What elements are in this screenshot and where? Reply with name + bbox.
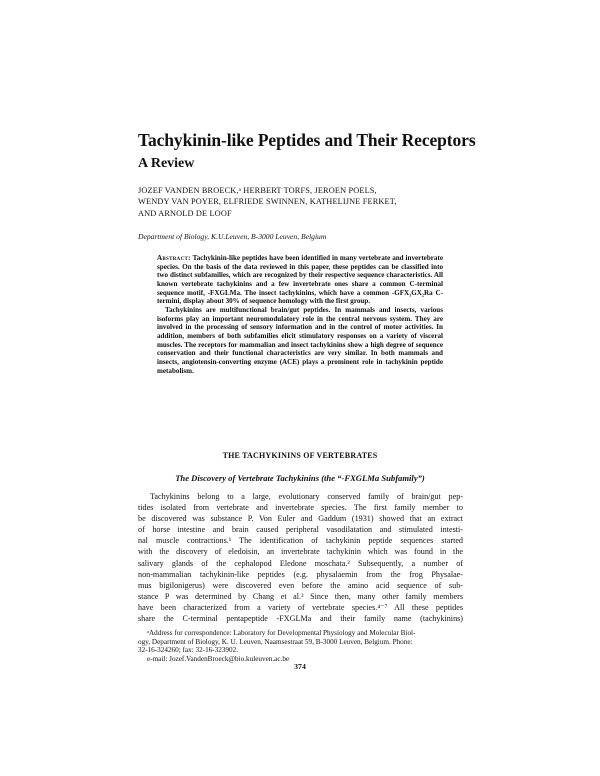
author-line: JOZEF VANDEN BROECK,ᵃ HERBERT TORFS, JEROEN POELS, — [138, 186, 377, 195]
body-line: tides isolated from vertebrate and invertebrate species. The first family member to — [138, 503, 463, 513]
body-line: with the discovery of eledoisin, an invertebrate tachykinin which was found in the — [138, 547, 463, 557]
body-line: Tachykinins belong to a large, evolutionary conserved family of brain/gut pep- — [150, 492, 463, 501]
abstract-paragraph-1 — [157, 254, 443, 306]
body-line: salivary glands of the cephalopod Eledone moschata.² Subsequently, a number of — [138, 558, 463, 568]
footnote — [138, 629, 463, 664]
body-line: of horse intestine and brain caused peripheral vasodilatation and stimulated intesti- — [138, 525, 463, 535]
footnote-line: ogy, Department of Biology, K. U. Leuven, Naamsestraat 59, B-3000 Leuven, Belgium. Phone: — [138, 637, 413, 646]
section-heading: THE TACHYKININS OF VERTEBRATES — [222, 451, 378, 460]
body-line: stance P was determined by Chang et al.³ Since then, many other family members — [138, 591, 463, 601]
affiliation: Department of Biology, K.U.Leuven, B-3000 Leuven, Belgium — [138, 232, 327, 241]
body-text — [138, 491, 463, 624]
body-line: nal muscle contractions.¹ The identification of tachykinin peptide sequences started — [138, 536, 463, 546]
subsection-heading: The Discovery of Vertebrate Tachykinins (the “-FXGLMa Subfamily”) — [175, 473, 425, 483]
page-number: 374 — [294, 662, 306, 671]
article-title: Tachykinin-like Peptides and Their Receptors — [138, 130, 476, 150]
footnote-line: 32-16-324260; fax: 32-16-323902. — [138, 646, 239, 655]
body-line: non-mammalian tachykinin-like peptides (e.g. physalaemin from the frog Physalae- — [138, 569, 463, 579]
author-line: WENDY VAN POYER, ELFRIEDE SWINNEN, KATHELIJNE FERKET, — [138, 197, 397, 207]
footnote-email-line: e-mail: Jozef.VandenBroeck@bio.kuleuven.ac.be — [147, 655, 290, 664]
abstract-text-1: Tachykinin-like peptides have been identified in many vertebrate and invertebrate species. On the basis of the data reviewed in this paper, these peptides can be classified into two distinct subfamilies, which are recognized by their respective sequence characteristics. All known vertebrate tachykinins and a few invertebrate ones share a common C-terminal sequence motif, -FXGLMa. The insect tachykinins, which have a common -GFX₁GX₂Ra C-termini, display about 30% of sequence homology with the first group. — [157, 254, 443, 306]
abstract — [157, 254, 443, 375]
author-line: AND ARNOLD DE LOOF — [138, 208, 232, 218]
body-line: mus bigilonigerus) were discovered even before the amino acid sequence of sub- — [138, 580, 463, 590]
body-line: share the C-terminal pentapeptide -FXGLMa and their family name (tachykinins) — [138, 614, 463, 624]
abstract-label: Abstract: — [157, 254, 191, 262]
footnote-line: ᵃAddress for correspondence: Laboratory for Developmental Physiology and Molecular Biol- — [147, 629, 416, 637]
article-subtitle: A Review — [138, 156, 195, 171]
body-line: have been characterized from a variety of vertebrate species.⁴⁻⁷ All these peptides — [138, 602, 463, 612]
abstract-paragraph-2: Tachykinins are multifunctional brain/gut peptides. In mammals and insects, various isoforms play an important neuromodulatory role in the central nervous system. They are involved in the processing of sensory information and in the control of motor activities. In addition, members of both subfamilies elicit stimulatory responses on a variety of visceral muscles. The receptors for mammalian and insect tachykinins show a high degree of sequence conservation and their functional characteristics are very similar. In both mammals and insects, angiotensin-converting enzyme (ACE) plays a prominent role in tachykinin peptide metabolism. — [157, 305, 443, 375]
body-line: be discovered was substance P. Von Euler and Gaddum (1931) showed that an extract — [138, 514, 463, 524]
author-list — [138, 185, 397, 219]
